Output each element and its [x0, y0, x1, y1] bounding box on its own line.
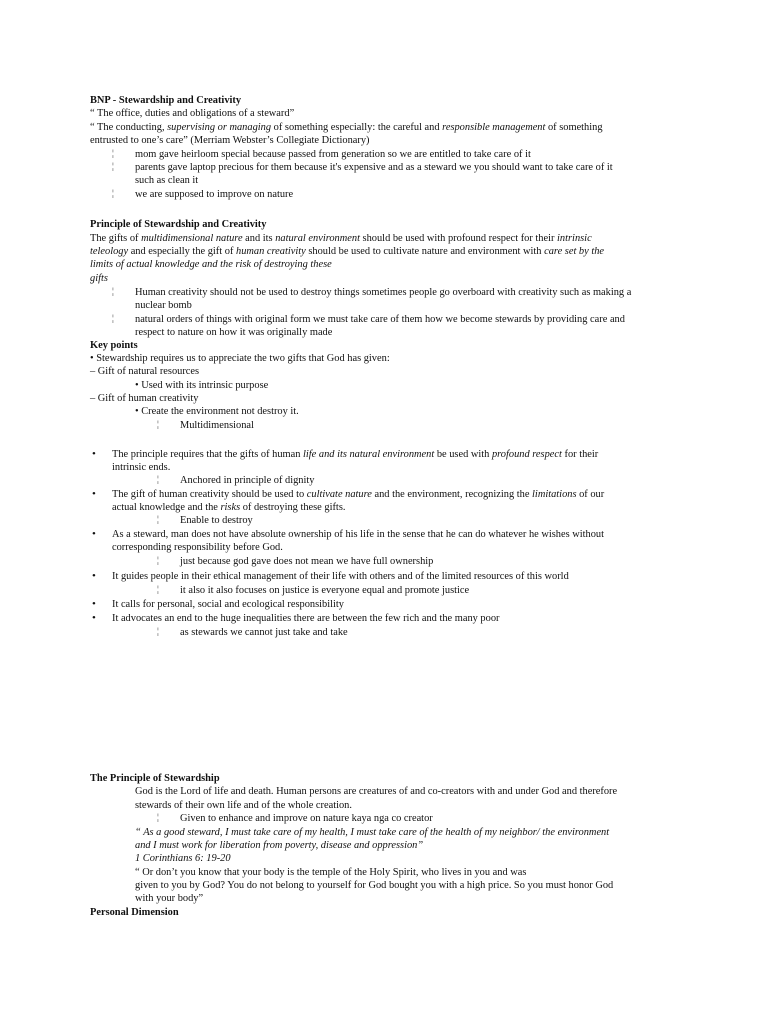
verse-line-1: “ Or don’t you know that your body is the temple of the Holy Spirit, who lives in you and was — [135, 867, 527, 878]
key-point-2: – Gift of natural resources — [90, 366, 200, 377]
bullet-4-note: it also it also focuses on justice is everyone equal and promote justice — [180, 585, 470, 596]
bullet-6: It advocates an end to the huge inequalities there are between the few rich and the many poor — [112, 613, 500, 624]
key-point-3: • Used with its intrinsic purpose — [135, 380, 269, 391]
bullet-dot: • — [92, 598, 96, 610]
note-marker: ¦ — [157, 515, 159, 525]
stewardship-line-1: God is the Lord of life and death. Human persons are creatures of and co-creators with and under God and therefore — [135, 786, 618, 797]
key-points-title: Key points — [90, 340, 138, 351]
note-laptop-cont: such as clean it — [135, 175, 199, 186]
note-laptop: parents gave laptop precious for them because it's expensive and as a steward we you should want to take care of it — [135, 162, 613, 173]
section-title-bnp: BNP - Stewardship and Creativity — [90, 95, 242, 106]
section-title-personal: Personal Dimension — [90, 907, 179, 918]
stewardship-note: Given to enhance and improve on nature kaya nga co creator — [180, 813, 433, 824]
stewardship-line-2: stewards of their own life and of the whole creation. — [135, 800, 352, 811]
bullet-1: The principle requires that the gifts of human life and its natural environment be used with profound respect for their — [112, 449, 599, 460]
note-heirloom: mom gave heirloom special because passed from generation so we are entitled to take care of it — [135, 149, 531, 160]
key-point-1: • Stewardship requires us to appreciate the two gifts that God has given: — [90, 353, 390, 364]
verse-line-3: with your body” — [135, 893, 204, 904]
note-natural-orders-cont: respect to nature on how it was originally made — [135, 327, 333, 338]
bullet-1-note: Anchored in principle of dignity — [180, 475, 315, 486]
note-human-creativity-cont: nuclear bomb — [135, 300, 192, 311]
bullet-3-note: just because god gave does not mean we have full ownership — [180, 556, 434, 567]
note-marker: ¦ — [112, 149, 114, 159]
principle-line-4: gifts — [90, 273, 108, 284]
note-natural-orders: natural orders of things with original form we must take care of them how we become stewards by providing care and — [135, 314, 625, 325]
section-title-principle: Principle of Stewardship and Creativity — [90, 219, 267, 230]
bullet-3: As a steward, man does not have absolute ownership of his life in the sense that he can do whatever he wishes without — [112, 529, 604, 540]
bullet-2-note: Enable to destroy — [180, 515, 253, 526]
key-point-6: Multidimensional — [180, 420, 254, 431]
quote-line-1: “ As a good steward, I must take care of my health, I must take care of the health of my neighbor/ the environment — [135, 827, 610, 838]
note-marker: ¦ — [112, 314, 114, 324]
note-marker: ¦ — [157, 627, 159, 637]
bullet-6-note: as stewards we cannot just take and take — [180, 627, 348, 638]
principle-line-1: The gifts of multidimensional nature and its natural environment should be used with profound respect for their intrinsic — [90, 233, 592, 244]
bullet-dot: • — [92, 448, 96, 460]
definition-line-2: “ The conducting, supervising or managing of something especially: the careful and responsible management of something — [90, 122, 603, 133]
note-human-creativity: Human creativity should not be used to destroy things sometimes people go overboard with creativity such as making a — [135, 287, 632, 298]
bullet-4: It guides people in their ethical management of their life with others and of the limited resources of this world — [112, 571, 569, 582]
note-marker: ¦ — [112, 287, 114, 297]
bullet-5: It calls for personal, social and ecological responsibility — [112, 599, 344, 610]
section-title-stewardship: The Principle of Stewardship — [90, 773, 220, 784]
note-marker: ¦ — [157, 813, 159, 823]
bullet-3-cont: corresponding responsibility before God. — [112, 542, 283, 553]
key-point-4: – Gift of human creativity — [90, 393, 199, 404]
key-point-5: • Create the environment not destroy it. — [135, 406, 299, 417]
note-improve-nature: we are supposed to improve on nature — [135, 189, 294, 200]
bullet-dot: • — [92, 488, 96, 500]
note-marker: ¦ — [157, 420, 159, 430]
principle-line-3: limits of actual knowledge and the risk of destroying these — [90, 259, 332, 270]
note-marker: ¦ — [112, 189, 114, 199]
bullet-2-cont: actual knowledge and the risks of destroying these gifts. — [112, 502, 346, 513]
definition-line-1: “ The office, duties and obligations of a steward” — [90, 108, 295, 119]
quote-line-2: and I must work for liberation from poverty, disease and oppression” — [135, 840, 424, 851]
bullet-dot: • — [92, 570, 96, 582]
note-marker: ¦ — [112, 162, 114, 172]
bullet-dot: • — [92, 612, 96, 624]
bullet-dot: • — [92, 528, 96, 540]
scripture-reference: 1 Corinthians 6: 19-20 — [135, 853, 231, 864]
definition-line-3: entrusted to one’s care” (Merriam Webster’s Collegiate Dictionary) — [90, 135, 370, 146]
principle-line-2: teleology and especially the gift of human creativity should be used to cultivate nature and environment with care set by the — [90, 246, 605, 257]
bullet-2: The gift of human creativity should be used to cultivate nature and the environment, recognizing the limitations of our — [112, 489, 605, 500]
bullet-1-cont: intrinsic ends. — [112, 462, 171, 473]
note-marker: ¦ — [157, 556, 159, 566]
verse-line-2: given to you by God? You do not belong to yourself for God bought you with a high price. So you must honor God — [135, 880, 614, 891]
note-marker: ¦ — [157, 585, 159, 595]
note-marker: ¦ — [157, 475, 159, 485]
